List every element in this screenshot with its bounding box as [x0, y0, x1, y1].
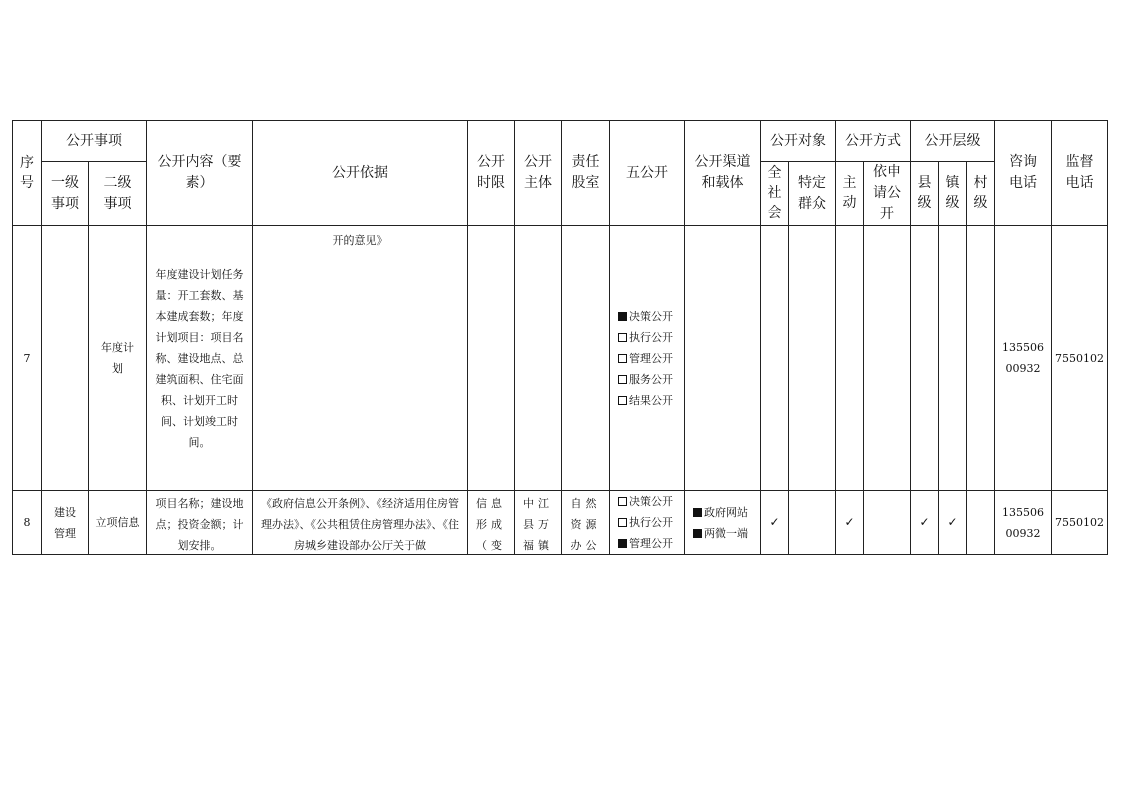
header-phone: 咨询电话 — [995, 121, 1052, 226]
checkbox-empty-icon — [618, 354, 627, 363]
header-supervise: 监督电话 — [1052, 121, 1108, 226]
header-time-limit: 公开时限 — [468, 121, 515, 226]
header-level: 公开层级 — [911, 121, 995, 162]
row-subject — [515, 226, 562, 491]
header-five: 五公开 — [610, 121, 685, 226]
header-target-specific: 特定群众 — [789, 162, 836, 226]
checkbox-empty-icon — [618, 396, 627, 405]
header-method: 公开方式 — [836, 121, 911, 162]
row-channel — [685, 491, 761, 555]
checkbox-checked-icon — [618, 539, 627, 548]
checkbox-empty-icon — [618, 375, 627, 384]
row-target-all: ✓ — [761, 491, 789, 555]
row-level-town: ✓ — [939, 491, 967, 555]
checkbox-checked-icon — [618, 312, 627, 321]
five-option: 执行公开 — [610, 512, 684, 533]
header-method-active: 主动 — [836, 162, 864, 226]
row-subject: 中江县万福镇 — [515, 491, 562, 555]
five-option: 结果公开 — [610, 390, 684, 411]
row-time-limit — [468, 226, 515, 491]
row-basis: 开的意见》 — [253, 226, 468, 491]
table-row — [13, 491, 1108, 555]
header-target-all: 全社会 — [761, 162, 789, 226]
row-method-active — [836, 226, 864, 491]
row-five — [610, 226, 685, 491]
channel-option: 政府网站 — [685, 502, 760, 523]
header-item-l1: 一级事项 — [42, 162, 89, 226]
row-content: 年度建设计划任务量：开工套数、基本建成套数；年度计划项目：项目名称、建设地点、总建筑面积、住宅面积、计划开工时间、计划竣工时间。 — [147, 226, 253, 491]
five-option: 管理公开 — [610, 348, 684, 369]
row-seq: 8 — [13, 491, 42, 555]
row-item-l2: 立项信息 — [89, 491, 147, 555]
row-item-l2: 年度计划 — [89, 226, 147, 491]
table-row — [13, 226, 1108, 491]
row-dept — [562, 226, 610, 491]
row-method-apply — [864, 491, 911, 555]
header-subject: 公开主体 — [515, 121, 562, 226]
header-target: 公开对象 — [761, 121, 836, 162]
header-channel: 公开渠道和载体 — [685, 121, 761, 226]
header-content: 公开内容（要素） — [147, 121, 253, 226]
checkbox-checked-icon — [693, 529, 702, 538]
row-phone: 13550600932 — [995, 491, 1052, 555]
disclosure-table — [12, 120, 1108, 555]
row-basis: 《政府信息公开条例》、《经济适用住房管理办法》、《公共租赁住房管理办法》、《住房城乡建设部办公厅关于做 — [253, 491, 468, 555]
header-item-l2: 二级事项 — [89, 162, 147, 226]
row-level-village — [967, 226, 995, 491]
checkbox-empty-icon — [618, 518, 627, 527]
channel-option: 两微一端 — [685, 523, 760, 544]
row-target-specific — [789, 491, 836, 555]
row-target-specific — [789, 226, 836, 491]
five-option: 管理公开 — [610, 533, 684, 554]
checkbox-empty-icon — [618, 333, 627, 342]
five-option: 决策公开 — [610, 491, 684, 512]
row-item-l1: 建设管理 — [42, 491, 89, 555]
five-option: 执行公开 — [610, 327, 684, 348]
row-level-county — [911, 226, 939, 491]
checkbox-checked-icon — [693, 508, 702, 517]
row-seq: 7 — [13, 226, 42, 491]
header-item: 公开事项 — [42, 121, 147, 162]
five-option: 决策公开 — [610, 306, 684, 327]
row-time-limit: 信息形成（变 — [468, 491, 515, 555]
row-phone: 13550600932 — [995, 226, 1052, 491]
row-item-l1 — [42, 226, 89, 491]
checkbox-empty-icon — [618, 497, 627, 506]
header-seq: 序号 — [13, 121, 42, 226]
row-method-apply — [864, 226, 911, 491]
five-option: 服务公开 — [610, 369, 684, 390]
header-level-county: 县级 — [911, 162, 939, 226]
header-method-apply: 依申请公开 — [864, 162, 911, 226]
row-method-active: ✓ — [836, 491, 864, 555]
row-level-village — [967, 491, 995, 555]
header-dept: 责任股室 — [562, 121, 610, 226]
header-basis: 公开依据 — [253, 121, 468, 226]
row-level-town — [939, 226, 967, 491]
header-level-town: 镇级 — [939, 162, 967, 226]
header-row-1 — [13, 121, 1108, 162]
row-dept: 自然资源办公 — [562, 491, 610, 555]
row-level-county: ✓ — [911, 491, 939, 555]
row-five — [610, 491, 685, 555]
row-target-all — [761, 226, 789, 491]
row-supervise: 7550102 — [1052, 491, 1108, 555]
header-level-village: 村级 — [967, 162, 995, 226]
row-channel — [685, 226, 761, 491]
row-supervise: 7550102 — [1052, 226, 1108, 491]
row-content: 项目名称；建设地点；投资金额；计划安排。 — [147, 491, 253, 555]
